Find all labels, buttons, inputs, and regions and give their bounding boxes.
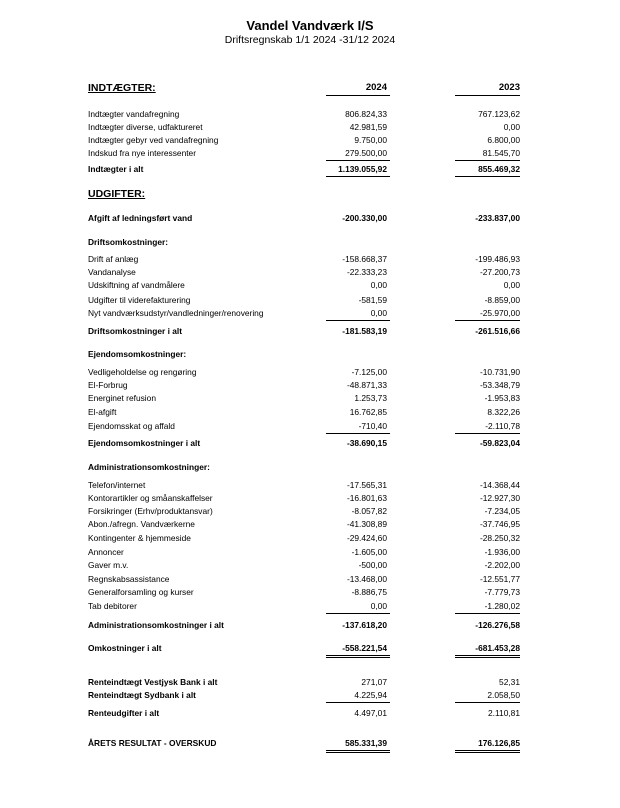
- row-value-2024: -38.690,15: [346, 438, 387, 448]
- expenses-section-heading: UDGIFTER:: [88, 188, 146, 200]
- row-value-2024: 42.981,59: [349, 122, 387, 132]
- row-value-2023: -2.202,00: [484, 560, 520, 570]
- table-row: [88, 307, 528, 319]
- row-label: El-Forbrug: [88, 380, 128, 390]
- row-value-2024: 4.225,94: [354, 690, 387, 700]
- header-rule-2023: [455, 95, 520, 96]
- row-label: Tab debitorer: [88, 601, 137, 611]
- row-value-2023: 2.110,81: [488, 708, 520, 718]
- subtotal-rule-2024: [326, 433, 390, 434]
- table-row: [88, 134, 528, 146]
- row-label: Renteindtægt Sydbank i alt: [88, 690, 196, 700]
- row-label: Indtægter i alt: [88, 164, 144, 174]
- row-value-2023: 6.800,00: [487, 135, 520, 145]
- subtotal-rule-2023: [455, 702, 520, 703]
- row-label: Drift af anlæg: [88, 254, 139, 264]
- income-total-row: [88, 163, 528, 175]
- row-value-2024: 271,07: [361, 677, 387, 687]
- total-rule-2024: [326, 176, 390, 177]
- row-value-2023: 2.058,50: [487, 690, 520, 700]
- row-value-2023: -233.837,00: [475, 213, 520, 223]
- row-value-2023: 855.469,32: [478, 164, 520, 174]
- row-value-2024: -581,59: [358, 295, 387, 305]
- subtotal-rule-2024: [326, 613, 390, 614]
- table-row: [88, 366, 528, 378]
- row-value-2024: -200.330,00: [342, 213, 387, 223]
- row-value-2024: -48.871,33: [346, 380, 387, 390]
- row-value-2024: 1.253,73: [354, 393, 387, 403]
- section-heading: Ejendomsomkostninger:: [88, 349, 187, 359]
- row-value-2024: 9.750,00: [354, 135, 387, 145]
- row-value-2023: 0,00: [503, 280, 520, 290]
- row-label: Renteindtægt Vestjysk Bank i alt: [88, 677, 218, 687]
- row-value-2024: -41.308,89: [346, 519, 387, 529]
- row-value-2024: -710,40: [358, 421, 387, 431]
- row-value-2023: -14.368,44: [479, 480, 520, 490]
- row-value-2024: 16.762,85: [349, 407, 387, 417]
- row-value-2024: -8.886,75: [351, 587, 387, 597]
- row-value-2023: -7.779,73: [484, 587, 520, 597]
- row-value-2024: 1.139.055,92: [338, 164, 387, 174]
- table-row: [88, 600, 528, 612]
- table-row: [88, 279, 528, 291]
- table-row: [88, 559, 528, 571]
- table-row: [88, 147, 528, 159]
- result-row: [88, 737, 528, 749]
- year-2024-header: 2024: [365, 82, 387, 93]
- double-rule-2024: [326, 655, 390, 656]
- row-value-2023: -37.746,95: [479, 519, 520, 529]
- row-value-2023: -12.927,30: [479, 493, 520, 503]
- table-row: [88, 108, 528, 120]
- row-label: Energinet refusion: [88, 393, 156, 403]
- row-value-2024: -500,00: [358, 560, 387, 570]
- income-header-row: [88, 82, 528, 94]
- subtotal-rule-2024: [326, 160, 390, 161]
- row-value-2023: 767.123,62: [478, 109, 520, 119]
- row-label: Vedligeholdelse og rengøring: [88, 367, 197, 377]
- table-row: [88, 294, 528, 306]
- row-value-2024: -29.424,60: [346, 533, 387, 543]
- table-row: [88, 379, 528, 391]
- row-label: Administrationsomkostninger i alt: [88, 620, 224, 630]
- row-value-2023: 52,31: [499, 677, 520, 687]
- row-value-2024: -137.618,20: [342, 620, 387, 630]
- interest-expense-row: [88, 707, 528, 719]
- row-label: Generalforsamling og kurser: [88, 587, 194, 597]
- table-row: [88, 406, 528, 418]
- row-value-2024: -1.605,00: [351, 547, 387, 557]
- section-heading: Driftsomkostninger:: [88, 237, 169, 247]
- double-rule-2024: [326, 752, 390, 753]
- row-value-2024: -22.333,23: [346, 267, 387, 277]
- row-value-2023: 0,00: [503, 122, 520, 132]
- row-value-2024: 0,00: [370, 280, 387, 290]
- admin-total-row: [88, 619, 528, 631]
- table-row: [88, 420, 528, 432]
- row-value-2024: -7.125,00: [351, 367, 387, 377]
- double-rule-2024: [326, 750, 390, 751]
- section-heading: Administrationsomkostninger:: [88, 462, 210, 472]
- row-label: Indtægter diverse, udfaktureret: [88, 122, 203, 132]
- subtotal-rule-2024: [326, 702, 390, 703]
- row-label: Telefon/internet: [88, 480, 146, 490]
- row-value-2023: -53.348,79: [479, 380, 520, 390]
- row-value-2023: -261.516,66: [475, 326, 520, 336]
- row-label: Gaver m.v.: [88, 560, 129, 570]
- row-label: Indtægter vandafregning: [88, 109, 180, 119]
- document-subtitle: Driftsregnskab 1/1 2024 -31/12 2024: [224, 34, 396, 46]
- table-row: [88, 546, 528, 558]
- table-row: [88, 586, 528, 598]
- expenses-heading-row: [88, 188, 528, 204]
- row-value-2024: -558.221,54: [342, 643, 387, 653]
- document-title: Vandel Vandværk I/S: [246, 18, 374, 33]
- drift-heading: [88, 236, 528, 248]
- table-row: [88, 532, 528, 544]
- row-value-2024: -17.565,31: [346, 480, 387, 490]
- row-label: Forsikringer (Erhv/produktansvar): [88, 506, 213, 516]
- row-label: Ejendomsomkostninger i alt: [88, 438, 201, 448]
- double-rule-2024: [326, 657, 390, 658]
- table-row: [88, 253, 528, 265]
- table-row: [88, 479, 528, 491]
- subtotal-rule-2023: [455, 320, 520, 321]
- row-value-2024: -8.057,82: [351, 506, 387, 516]
- table-row: [88, 492, 528, 504]
- row-value-2024: 0,00: [370, 308, 387, 318]
- ejendom-total-row: [88, 437, 528, 449]
- interest-row: [88, 689, 528, 701]
- subtotal-rule-2023: [455, 433, 520, 434]
- afgift-row: [88, 212, 528, 224]
- row-value-2023: -12.551,77: [479, 574, 520, 584]
- row-value-2023: -10.731,90: [479, 367, 520, 377]
- row-value-2023: -1.280,02: [484, 601, 520, 611]
- row-label: ÅRETS RESULTAT - OVERSKUD: [88, 738, 217, 748]
- row-value-2024: -181.583,19: [342, 326, 387, 336]
- row-label: Regnskabsassistance: [88, 574, 170, 584]
- subtotal-rule-2023: [455, 160, 520, 161]
- row-value-2023: -1.936,00: [484, 547, 520, 557]
- row-label: Nyt vandværksudstyr/vandledninger/renovering: [88, 308, 264, 318]
- row-value-2023: -681.453,28: [475, 643, 520, 653]
- subtotal-rule-2023: [455, 613, 520, 614]
- table-row: [88, 505, 528, 517]
- table-row: [88, 573, 528, 585]
- row-label: Ejendomsskat og affald: [88, 421, 175, 431]
- row-value-2023: -199.486,93: [475, 254, 520, 264]
- table-row: [88, 266, 528, 278]
- row-value-2023: -126.276,58: [475, 620, 520, 630]
- row-value-2023: -2.110,78: [485, 421, 520, 431]
- row-label: Omkostninger i alt: [88, 643, 162, 653]
- row-value-2024: 279.500,00: [345, 148, 387, 158]
- table-row: [88, 392, 528, 404]
- row-label: Vandanalyse: [88, 267, 136, 277]
- row-value-2023: -8.859,00: [484, 295, 520, 305]
- row-value-2024: -16.801,63: [346, 493, 387, 503]
- row-label: Kontorartikler og småanskaffelser: [88, 493, 213, 503]
- row-value-2023: -1.953,83: [484, 393, 520, 403]
- row-value-2023: 8.322,26: [487, 407, 520, 417]
- ejendom-heading: [88, 348, 528, 360]
- year-2023-header: 2023: [498, 82, 520, 93]
- table-row: [88, 518, 528, 530]
- row-label: Udgifter til viderefakturering: [88, 295, 191, 305]
- row-value-2024: 806.824,33: [345, 109, 387, 119]
- drift-total-row: [88, 325, 528, 337]
- interest-row: [88, 676, 528, 688]
- row-value-2023: -59.823,04: [479, 438, 520, 448]
- costs-total-row: [88, 642, 528, 654]
- double-rule-2023: [455, 657, 520, 658]
- row-value-2023: 176.126,85: [478, 738, 520, 748]
- row-value-2024: 585.331,39: [345, 738, 387, 748]
- row-label: Renteudgifter i alt: [88, 708, 160, 718]
- row-label: Afgift af ledningsført vand: [88, 213, 193, 223]
- row-value-2023: -27.200,73: [479, 267, 520, 277]
- income-section-heading: INDTÆGTER:: [88, 82, 156, 94]
- total-rule-2023: [455, 176, 520, 177]
- row-label: Abon./afregn. Vandværkerne: [88, 519, 195, 529]
- row-value-2024: 0,00: [370, 601, 387, 611]
- row-value-2024: -158.668,37: [342, 254, 387, 264]
- row-label: Indtægter gebyr ved vandafregning: [88, 135, 219, 145]
- row-value-2023: 81.545,70: [482, 148, 520, 158]
- row-label: Indskud fra nye interessenter: [88, 148, 197, 158]
- double-rule-2023: [455, 750, 520, 751]
- row-label: Driftsomkostninger i alt: [88, 326, 182, 336]
- row-value-2023: -7.234,05: [484, 506, 520, 516]
- subtotal-rule-2024: [326, 320, 390, 321]
- table-row: [88, 121, 528, 133]
- row-label: Kontingenter & hjemmeside: [88, 533, 191, 543]
- double-rule-2023: [455, 752, 520, 753]
- row-value-2023: -25.970,00: [479, 308, 520, 318]
- row-value-2024: 4.497,01: [354, 708, 387, 718]
- row-label: Annoncer: [88, 547, 124, 557]
- row-value-2023: -28.250,32: [479, 533, 520, 543]
- header-rule-2024: [326, 95, 390, 96]
- double-rule-2023: [455, 655, 520, 656]
- row-label: El-afgift: [88, 407, 117, 417]
- row-value-2024: -13.468,00: [346, 574, 387, 584]
- row-label: Udskiftning af vandmålere: [88, 280, 185, 290]
- admin-heading: [88, 461, 528, 473]
